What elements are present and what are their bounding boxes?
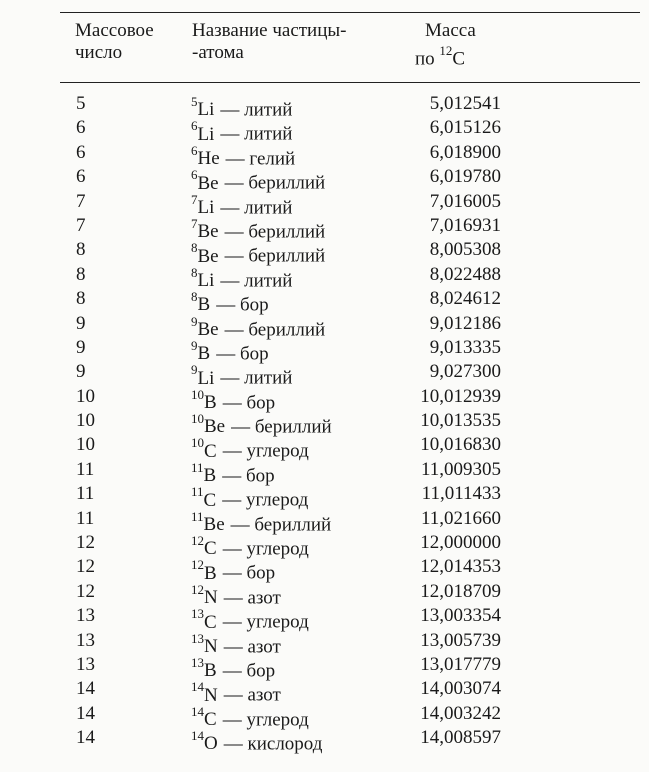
isotope-superscript: 14 xyxy=(191,679,204,695)
mass-number-cell: 13 xyxy=(76,605,95,627)
element-symbol: B xyxy=(204,562,217,584)
header-mass-prefix: по xyxy=(415,48,440,70)
mass-value-cell: 12,014353 xyxy=(420,556,501,578)
element-name: — бериллий xyxy=(224,221,326,243)
element-name: — литий xyxy=(220,99,293,121)
element-name: — гелий xyxy=(225,148,296,170)
isotope-superscript: 13 xyxy=(191,654,204,670)
mass-value-cell: 6,018900 xyxy=(429,141,501,163)
isotope-superscript: 6 xyxy=(191,142,198,158)
table-row xyxy=(0,238,649,267)
table-row xyxy=(0,360,649,389)
header-mass-element: C xyxy=(452,48,466,70)
table-row xyxy=(0,165,649,194)
element-symbol: C xyxy=(204,709,217,731)
mass-number-cell: 6 xyxy=(76,166,86,188)
mass-number-cell: 9 xyxy=(76,361,86,383)
mass-number-cell: 13 xyxy=(76,653,95,675)
table-body xyxy=(0,92,649,755)
element-name: — азот xyxy=(223,684,281,706)
mass-number-cell: 14 xyxy=(76,727,95,749)
element-name: — бериллий xyxy=(224,318,326,340)
mass-number-cell: 11 xyxy=(76,483,95,505)
table-row xyxy=(0,677,649,706)
mass-value-cell: 7,016005 xyxy=(429,190,501,212)
mass-value-cell: 9,013335 xyxy=(429,336,501,358)
mass-number-cell: 14 xyxy=(76,678,95,700)
isotope-superscript: 11 xyxy=(191,459,204,475)
table-row xyxy=(0,555,649,584)
element-name: — бор xyxy=(222,465,275,487)
element-name: — углерод xyxy=(222,538,309,560)
mass-number-cell: 10 xyxy=(76,434,95,456)
isotope-superscript: 6 xyxy=(191,118,198,134)
mass-value-cell: 8,022488 xyxy=(429,263,501,285)
mass-number-cell: 12 xyxy=(76,532,95,554)
mass-value-cell: 14,003074 xyxy=(420,678,501,700)
element-name: — бор xyxy=(222,392,276,414)
table-row xyxy=(0,92,649,121)
isotope-superscript: 10 xyxy=(191,386,204,402)
isotope-superscript: 7 xyxy=(191,215,198,231)
mass-value-cell: 10,016830 xyxy=(420,434,501,456)
table-row xyxy=(0,726,649,755)
isotope-superscript: 11 xyxy=(191,484,204,500)
element-name: — литий xyxy=(220,270,293,292)
element-symbol: C xyxy=(204,440,217,462)
header-mass xyxy=(415,20,476,70)
table-row xyxy=(0,287,649,316)
mass-value-cell: 14,008597 xyxy=(420,727,501,749)
isotope-superscript: 12 xyxy=(191,581,204,597)
mass-number-cell: 10 xyxy=(76,410,95,432)
element-symbol: O xyxy=(204,733,218,755)
mass-number-cell: 13 xyxy=(76,629,95,651)
element-symbol: Li xyxy=(197,123,215,145)
isotope-superscript: 10 xyxy=(191,411,204,427)
table-row xyxy=(0,482,649,511)
isotope-superscript: 14 xyxy=(191,703,204,719)
table-row xyxy=(0,409,649,438)
mass-number-cell: 11 xyxy=(76,458,95,480)
element-symbol: N xyxy=(204,684,218,706)
element-name: — бериллий xyxy=(231,416,332,438)
header-mass-number xyxy=(75,20,154,64)
isotope-superscript: 7 xyxy=(191,191,198,207)
isotope-superscript: 8 xyxy=(191,264,198,280)
header-particle-name-line2: -атома xyxy=(192,42,244,63)
table-row xyxy=(0,531,649,560)
element-symbol: B xyxy=(204,392,217,414)
element-name: — литий xyxy=(220,367,293,389)
header-particle-name-line1: Название частицы- xyxy=(192,20,347,41)
mass-value-cell: 6,015126 xyxy=(429,117,501,139)
element-symbol: Li xyxy=(197,99,215,121)
element-symbol: C xyxy=(203,489,217,511)
mass-number-cell: 7 xyxy=(76,190,86,212)
mass-value-cell: 13,005739 xyxy=(420,629,501,651)
mass-value-cell: 13,003354 xyxy=(420,605,501,627)
table-row xyxy=(0,116,649,145)
header-particle-name xyxy=(192,20,347,64)
header-mass-number-line2: число xyxy=(75,42,123,63)
mass-value-cell: 11,021660 xyxy=(420,507,501,529)
element-symbol: N xyxy=(204,635,218,657)
table-row xyxy=(0,433,649,462)
table-row xyxy=(0,336,649,365)
header-mass-number-line1: Массовое xyxy=(75,20,154,41)
mass-value-cell: 8,005308 xyxy=(429,239,501,261)
mass-value-cell: 6,019780 xyxy=(429,166,501,188)
isotope-superscript: 6 xyxy=(191,167,198,183)
mass-number-cell: 10 xyxy=(76,385,95,407)
element-name: — бор xyxy=(216,343,269,365)
mass-value-cell: 11,009305 xyxy=(420,458,501,480)
table-header-rule xyxy=(60,82,640,83)
element-symbol: He xyxy=(197,148,220,170)
element-symbol: C xyxy=(204,611,217,633)
isotope-superscript: 13 xyxy=(191,606,204,622)
element-symbol: Be xyxy=(203,513,225,535)
mass-number-cell: 9 xyxy=(76,336,86,358)
table-row xyxy=(0,580,649,609)
mass-number-cell: 6 xyxy=(76,117,86,139)
mass-number-cell: 9 xyxy=(76,312,86,334)
mass-number-cell: 8 xyxy=(76,288,86,310)
isotope-superscript: 8 xyxy=(191,240,198,256)
table-row xyxy=(0,214,649,243)
mass-value-cell: 8,024612 xyxy=(429,288,501,310)
table-row xyxy=(0,604,649,633)
element-symbol: Be xyxy=(197,221,219,243)
element-symbol: C xyxy=(204,538,217,560)
isotope-superscript: 12 xyxy=(191,533,204,549)
mass-value-cell: 5,012541 xyxy=(429,93,501,114)
mass-value-cell: 12,018709 xyxy=(420,580,501,602)
mass-number-cell: 12 xyxy=(76,556,95,578)
isotope-superscript: 12 xyxy=(191,557,204,573)
element-name: — углерод xyxy=(222,611,309,633)
table-row xyxy=(0,702,649,731)
isotope-superscript: 9 xyxy=(191,313,198,329)
table-row xyxy=(0,629,649,657)
element-name: — литий xyxy=(220,196,293,218)
mass-number-cell: 8 xyxy=(76,263,86,285)
mass-number-cell: 8 xyxy=(76,239,86,261)
element-name: — бериллий xyxy=(224,172,326,194)
mass-value-cell: 11,011433 xyxy=(421,483,501,505)
mass-value-cell: 7,016931 xyxy=(429,214,501,236)
mass-value-cell: 10,012939 xyxy=(420,385,501,407)
mass-number-cell: 7 xyxy=(76,214,86,236)
element-symbol: Be xyxy=(197,172,219,194)
element-symbol: Be xyxy=(197,245,219,267)
isotope-superscript: 9 xyxy=(191,362,198,378)
element-name: — бериллий xyxy=(224,245,326,267)
element-symbol: N xyxy=(204,587,218,609)
mass-number-cell: 6 xyxy=(76,141,86,163)
table-row xyxy=(0,312,649,340)
element-name: — углерод xyxy=(222,440,309,462)
element-name: — азот xyxy=(223,587,281,609)
mass-number-cell: 5 xyxy=(76,93,86,114)
isotope-superscript: 9 xyxy=(191,337,198,353)
mass-value-cell: 12,000000 xyxy=(420,532,501,554)
table-row xyxy=(0,507,649,535)
mass-value-cell: 9,027300 xyxy=(429,361,501,383)
table-row xyxy=(0,141,649,170)
isotope-superscript: 13 xyxy=(191,630,204,646)
element-symbol: Li xyxy=(197,367,215,389)
element-name: — бор xyxy=(216,294,269,316)
isotope-superscript: 14 xyxy=(191,728,204,744)
element-symbol: Be xyxy=(197,318,219,340)
element-name: — бериллий xyxy=(230,513,332,535)
table-row xyxy=(0,653,649,682)
mass-value-cell: 10,013535 xyxy=(420,410,501,432)
header-mass-line2 xyxy=(415,42,476,70)
header-mass-superscript: 12 xyxy=(439,43,453,58)
isotope-superscript: 8 xyxy=(191,289,198,305)
element-symbol: B xyxy=(197,343,211,365)
mass-value-cell: 9,012186 xyxy=(429,312,501,334)
mass-value-cell: 14,003242 xyxy=(420,702,501,724)
table-row xyxy=(0,263,649,292)
table-top-rule xyxy=(60,12,640,13)
mass-number-cell: 11 xyxy=(76,507,95,529)
element-name: — азот xyxy=(223,635,281,657)
particle-name-cell xyxy=(191,726,322,756)
element-name: — углерод xyxy=(222,709,309,731)
table-row xyxy=(0,385,649,414)
element-name: — углерод xyxy=(222,489,309,511)
element-name: — бор xyxy=(222,562,276,584)
element-symbol: Li xyxy=(197,196,215,218)
mass-number-cell: 14 xyxy=(76,702,95,724)
table-row xyxy=(0,458,649,487)
isotope-superscript: 5 xyxy=(191,94,198,109)
element-symbol: B xyxy=(203,465,217,487)
element-name: — кислород xyxy=(223,733,323,755)
header-mass-line1: Масса xyxy=(425,20,476,41)
table-row xyxy=(0,190,649,218)
isotope-superscript: 11 xyxy=(191,508,204,524)
element-name: — литий xyxy=(220,123,293,145)
element-symbol: Be xyxy=(204,416,226,438)
element-symbol: Li xyxy=(197,270,215,292)
mass-number-cell: 12 xyxy=(76,580,95,602)
element-symbol: B xyxy=(204,660,217,682)
mass-value-cell: 13,017779 xyxy=(420,653,501,675)
element-name: — бор xyxy=(222,660,276,682)
isotope-superscript: 10 xyxy=(191,435,204,451)
element-symbol: B xyxy=(197,294,211,316)
